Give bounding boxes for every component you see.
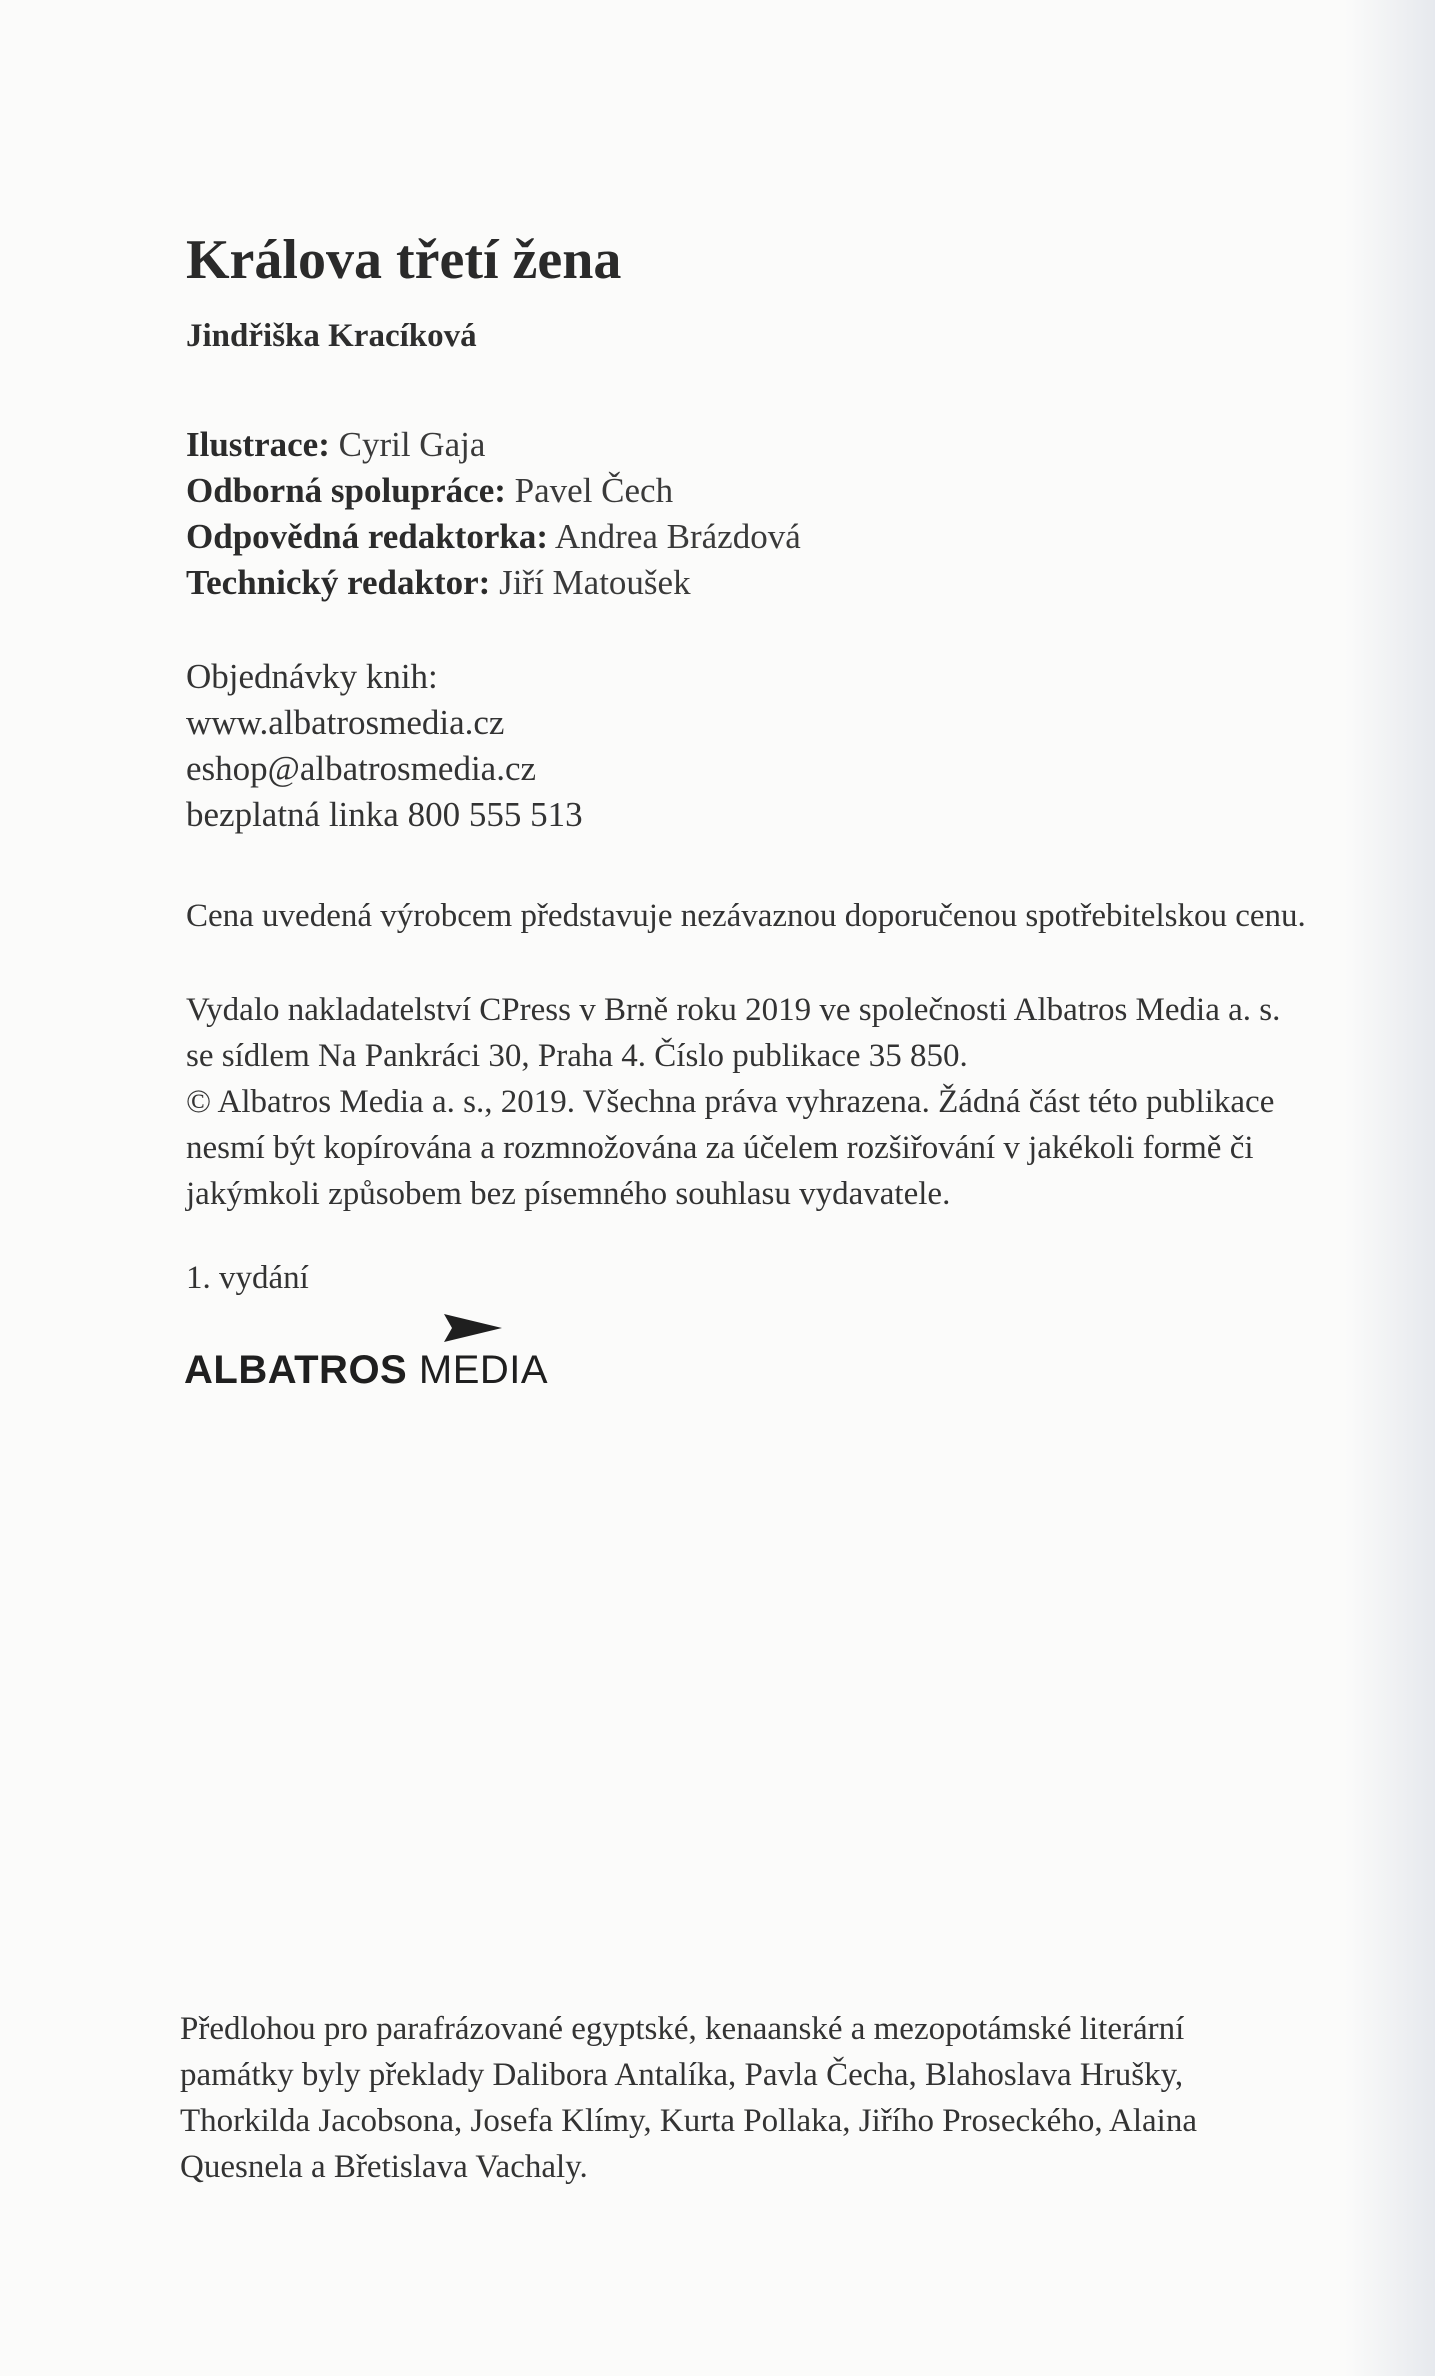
credit-technical-editor — [186, 560, 801, 606]
credit-value: Pavel Čech — [514, 471, 674, 510]
imprint-line: Vydalo nakladatelství CPress v Brně roku 2019 ve společnosti Albatros Media a. s. — [186, 992, 1281, 1028]
imprint-line: se sídlem Na Pankráci 30, Praha 4. Číslo publikace 35 850. — [186, 1038, 968, 1074]
credit-illustration — [186, 422, 801, 468]
publisher-logo — [184, 1310, 604, 1400]
footnote-line: Thorkilda Jacobsona, Josefa Klímy, Kurta Pollaka, Jiřího Proseckého, Alaina — [180, 2103, 1197, 2139]
footnote-line: Předlohou pro parafrázované egyptské, kenaanské a mezopotámské literární — [180, 2011, 1185, 2047]
credits-block — [186, 422, 801, 606]
footnote-line: Quesnela a Břetislava Vachaly. — [180, 2149, 588, 2185]
credit-label: Ilustrace: — [186, 425, 330, 464]
translation-note — [180, 2006, 1197, 2190]
book-author: Jindřiška Kracíková — [186, 318, 477, 354]
credit-value: Jiří Matoušek — [499, 563, 691, 602]
credit-cooperation — [186, 468, 801, 514]
imprint-line: nesmí být kopírována a rozmnožována za účelem rozšiřování v jakékoli formě či — [186, 1130, 1254, 1166]
logo-arrow-icon — [444, 1310, 504, 1346]
logo-bold-text: ALBATROS — [184, 1348, 408, 1392]
orders-heading: Objednávky knih: — [186, 657, 438, 696]
price-note: Cena uvedená výrobcem představuje nezávaznou doporučenou spotřebitelskou cenu. — [186, 898, 1306, 934]
orders-block — [186, 654, 583, 838]
orders-email: eshop@albatrosmedia.cz — [186, 749, 537, 788]
credit-label: Technický redaktor: — [186, 563, 491, 602]
credit-value: Cyril Gaja — [338, 425, 486, 464]
edition-number: 1. vydání — [186, 1260, 309, 1296]
orders-phone: bezplatná linka 800 555 513 — [186, 795, 583, 834]
orders-website: www.albatrosmedia.cz — [186, 703, 505, 742]
credit-label: Odborná spolupráce: — [186, 471, 506, 510]
credit-editor — [186, 514, 801, 560]
logo-wordmark — [184, 1348, 548, 1393]
imprint-line: © Albatros Media a. s., 2019. Všechna práva vyhrazena. Žádná část této publikace — [186, 1084, 1275, 1120]
logo-light-text: MEDIA — [418, 1348, 549, 1392]
footnote-line: památky byly překlady Dalibora Antalíka, Pavla Čecha, Blahoslava Hrušky, — [180, 2057, 1184, 2093]
imprint-block — [186, 987, 1406, 1217]
imprint-line: jakýmkoli způsobem bez písemného souhlasu vydavatele. — [186, 1176, 951, 1212]
book-title: Králova třetí žena — [186, 229, 622, 291]
credit-label: Odpovědná redaktorka: — [186, 517, 549, 556]
credit-value: Andrea Brázdová — [554, 517, 801, 556]
